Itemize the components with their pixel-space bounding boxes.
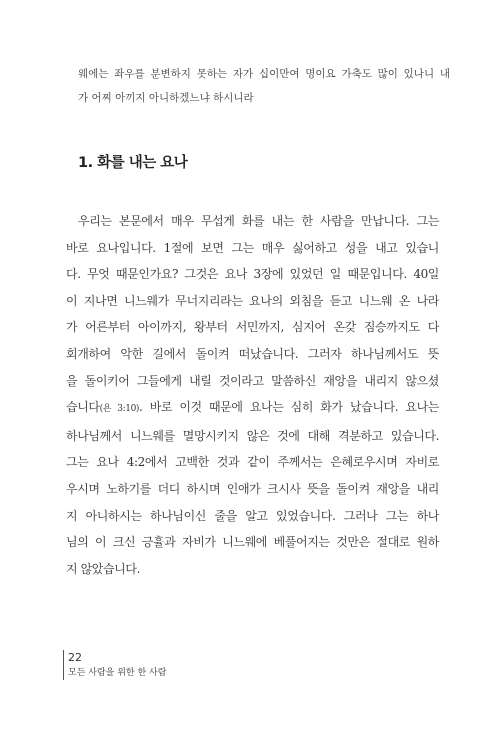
quote-line: 웨에는 좌우를 분변하지 못하는 자가 십이만여 명이요 가축도 많이 있나니 내 [78, 68, 450, 80]
body-line: 을 돌이키어 그들에게 내릴 것이라고 말씀하신 재앙을 내리지 않으셨 [66, 373, 439, 388]
book-title: 모든 사람을 위한 한 사람 [68, 668, 167, 678]
body-line-segment: . 바로 이것 때문에 요나는 심히 화가 났습니다. 요나는 [139, 400, 439, 415]
body-line: 님의 이 크신 긍휼과 자비가 니느웨에 베풀어지는 것만은 절대로 원하 [66, 535, 439, 550]
body-line: 바로 요나입니다. 1절에 보면 그는 매우 싫어하고 성을 내고 있습니 [66, 240, 439, 255]
body-line: 회개하여 악한 길에서 돌이켜 떠났습니다. 그러자 하나님께서도 뜻 [66, 346, 439, 361]
scripture-quote [78, 62, 450, 110]
body-line: 지 않았습니다. [66, 561, 140, 576]
section-heading: 1. 화를 내는 요나 [78, 155, 188, 171]
body-paragraph [66, 208, 439, 582]
page-number: 22 [68, 651, 82, 664]
page-footer [63, 650, 166, 680]
body-line: 지 아니하시는 하나님이신 줄을 알고 있었습니다. 그러나 그는 하나 [66, 508, 439, 523]
body-line-segment: 습니다 [66, 400, 100, 415]
body-line: 그는 요나 4:2에서 고백한 것과 같이 주께서는 은혜로우시며 자비로 [66, 455, 439, 470]
quote-line: 가 어찌 아끼지 아니하겠느냐 하시니라 [78, 92, 254, 104]
body-line: 하나님께서 니느웨를 멸망시키지 않은 것에 대해 격분하고 있습니다. [66, 428, 439, 443]
body-line [66, 394, 439, 423]
body-line: 다. 무엇 때문인가요? 그것은 요나 3장에 있었던 일 때문입니다. 40일 [66, 267, 439, 282]
body-line: 이 지나면 니느웨가 무너지리라는 요나의 외침을 듣고 니느웨 온 나라 [66, 293, 439, 308]
body-line: 우시며 노하기를 더디 하시며 인애가 크시사 뜻을 돌이켜 재앙을 내리 [66, 481, 439, 496]
body-line: 우리는 본문에서 매우 무섭게 화를 내는 한 사람을 만납니다. 그는 [78, 214, 439, 228]
scripture-reference: (욘 3:10) [99, 404, 140, 415]
body-line: 가 어른부터 아이까지, 왕부터 서민까지, 심지어 온갖 짐승까지도 다 [66, 320, 439, 335]
